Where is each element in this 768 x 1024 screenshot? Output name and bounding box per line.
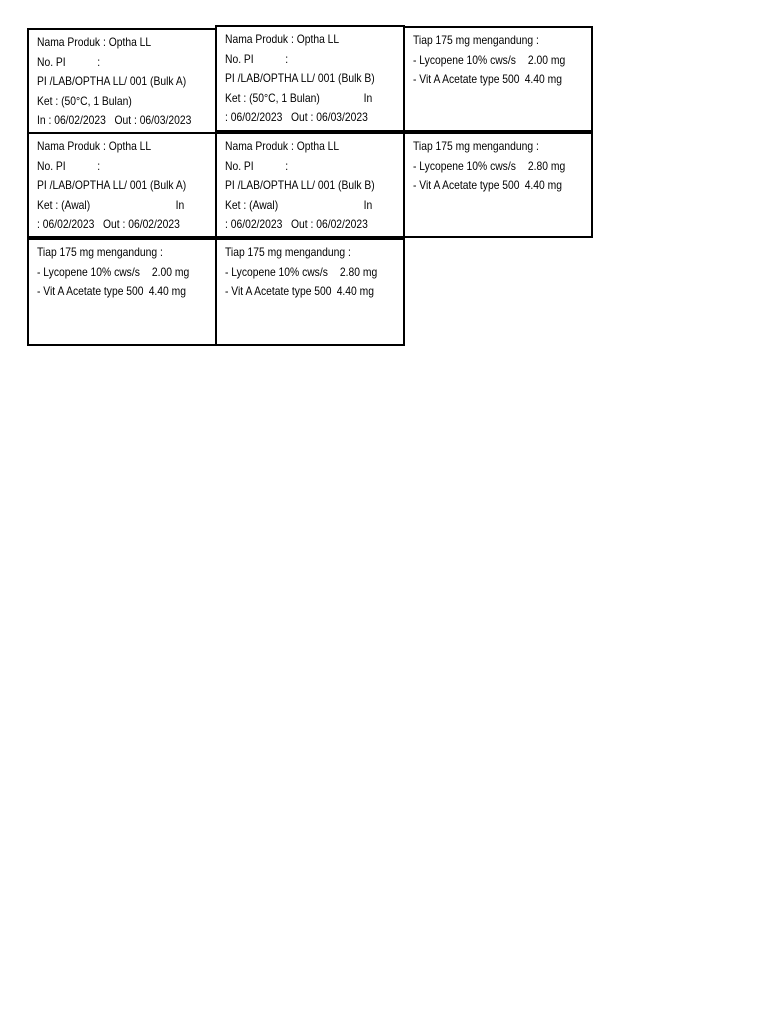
ket-row (37, 196, 207, 216)
composition-label-mid-right (403, 132, 593, 238)
composition-label-top-right (403, 26, 593, 132)
in-label-text: In (175, 197, 185, 212)
product-label-bulk-a-awal (27, 132, 217, 238)
ingredient-name-text: - Vit A Acetate type 500 (413, 72, 520, 86)
ingredient-name-text: - Lycopene 10% cws/s (413, 158, 516, 173)
no-pi-text: No. PI : (225, 158, 289, 173)
pi-code-text: PI /LAB/OPTHA LL/ 001 (Bulk A) (37, 178, 187, 192)
ket-text: Ket : (50°C, 1 Bulan) (37, 93, 132, 108)
ingredient-name-text: - Vit A Acetate type 500 (225, 284, 332, 298)
ket-row (225, 89, 395, 109)
ingredient-name-text: - Lycopene 10% cws/s (37, 264, 140, 279)
in-out-dates-text: : 06/02/2023 Out : 06/03/2023 (225, 110, 368, 124)
in-out-dates-text: In : 06/02/2023 Out : 06/03/2023 (37, 113, 192, 127)
ingredient-qty-text: 2.00 mg (527, 52, 566, 67)
product-name-text: Nama Produk : Optha LL (37, 35, 152, 49)
in-label-text: In (363, 90, 373, 105)
ingredient-row-lycopene (413, 51, 583, 71)
ket-text: Ket : (Awal) (225, 197, 279, 212)
product-label-bulk-a-50c (27, 28, 217, 134)
product-name-text: Nama Produk : Optha LL (225, 32, 340, 46)
ingredient-qty-text: 4.40 mg (524, 178, 562, 192)
pi-code-text: PI /LAB/OPTHA LL/ 001 (Bulk B) (225, 178, 375, 192)
ingredient-qty-text: 4.40 mg (524, 72, 562, 86)
ingredient-name-text: - Vit A Acetate type 500 (413, 178, 520, 192)
ingredient-row-vit-a (413, 176, 583, 196)
composition-header-text: Tiap 175 mg mengandung : (37, 245, 163, 259)
composition-label-bottom-middle (215, 238, 405, 346)
product-label-bulk-b-50c (215, 25, 405, 132)
ingredient-name-text: - Lycopene 10% cws/s (225, 264, 328, 279)
ingredient-row-vit-a (413, 70, 583, 90)
composition-header-text: Tiap 175 mg mengandung : (413, 33, 539, 47)
ingredient-qty-text: 4.40 mg (336, 284, 374, 298)
ket-row (225, 196, 395, 216)
ingredient-name-text: - Vit A Acetate type 500 (37, 284, 144, 298)
ingredient-row-vit-a (225, 282, 395, 302)
ingredient-row-lycopene (225, 263, 395, 283)
ingredient-row-lycopene (37, 263, 207, 283)
ingredient-qty-text: 2.80 mg (527, 158, 566, 173)
ingredient-qty-text: 2.00 mg (151, 264, 190, 279)
product-label-bulk-b-awal (215, 132, 405, 238)
product-name-text: Nama Produk : Optha LL (225, 139, 340, 153)
no-pi-text: No. PI : (225, 51, 289, 66)
in-out-dates-text: : 06/02/2023 Out : 06/02/2023 (225, 217, 368, 231)
ingredient-row-vit-a (37, 282, 207, 302)
in-out-dates-text: : 06/02/2023 Out : 06/02/2023 (37, 217, 180, 231)
ingredient-qty-text: 2.80 mg (339, 264, 378, 279)
in-label-text: In (363, 197, 373, 212)
composition-header-text: Tiap 175 mg mengandung : (413, 139, 539, 153)
composition-label-bottom-left (27, 238, 217, 346)
no-pi-text: No. PI : (37, 158, 101, 173)
pi-code-text: PI /LAB/OPTHA LL/ 001 (Bulk A) (37, 74, 187, 88)
ket-text: Ket : (Awal) (37, 197, 91, 212)
composition-header-text: Tiap 175 mg mengandung : (225, 245, 351, 259)
ingredient-row-lycopene (413, 157, 583, 177)
pi-code-text: PI /LAB/OPTHA LL/ 001 (Bulk B) (225, 71, 375, 85)
ingredient-name-text: - Lycopene 10% cws/s (413, 52, 516, 67)
no-pi-text: No. PI : (37, 54, 101, 69)
ingredient-qty-text: 4.40 mg (148, 284, 186, 298)
product-name-text: Nama Produk : Optha LL (37, 139, 152, 153)
ket-text: Ket : (50°C, 1 Bulan) (225, 90, 320, 105)
